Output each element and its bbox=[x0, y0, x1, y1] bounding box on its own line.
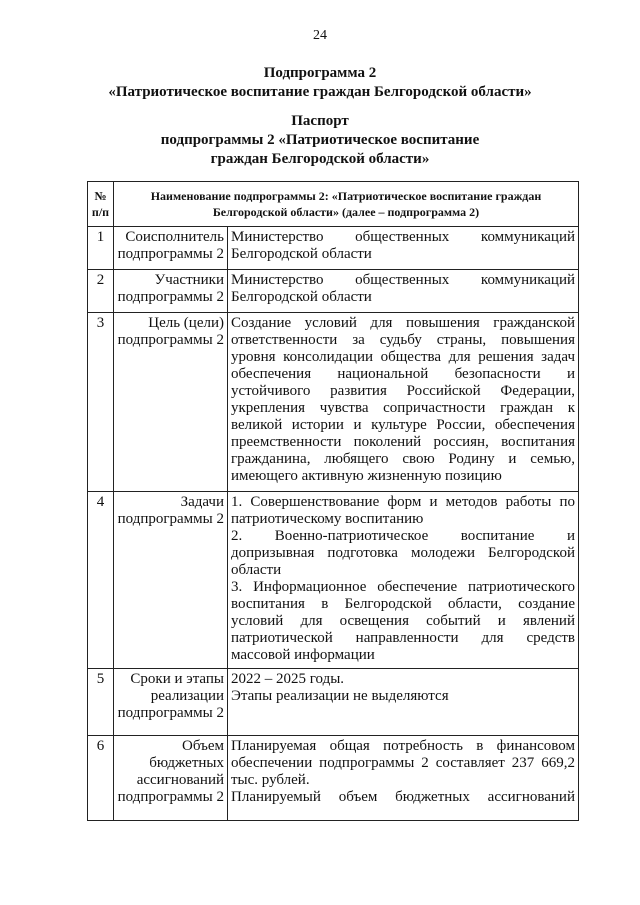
row-value bbox=[228, 227, 579, 270]
row-number: 5 bbox=[88, 669, 114, 736]
header-subprogram-name: Наименование подпрограммы 2: «Патриотическое воспитание граждан Белгородской области» (далее – подпрограмма 2) bbox=[114, 182, 579, 227]
table-row bbox=[88, 492, 579, 669]
table-row bbox=[88, 270, 579, 313]
row-value bbox=[228, 669, 579, 736]
passport-title-line3: граждан Белгородской области» bbox=[210, 151, 430, 167]
row-label: Сроки и этапы реализации подпрограммы 2 bbox=[114, 669, 228, 736]
row-label: Объем бюджетных ассигнований подпрограммы 2 bbox=[114, 736, 228, 821]
row-number: 1 bbox=[88, 227, 114, 270]
row-value-paragraph: 3. Информационное обеспечение патриотического воспитания в Белгородской области, создание условий для освещения событий и явлений патриотической направленности для средств массовой информации bbox=[231, 579, 575, 663]
row-value-paragraph: 2022 – 2025 годы. bbox=[231, 671, 345, 687]
table-row bbox=[88, 313, 579, 492]
row-value-paragraph: Министерство общественных коммуникаций Белгородской области bbox=[231, 229, 575, 262]
row-label: Цель (цели) подпрограммы 2 bbox=[114, 313, 228, 492]
row-label: Задачи подпрограммы 2 bbox=[114, 492, 228, 669]
row-number: 2 bbox=[88, 270, 114, 313]
row-number: 3 bbox=[88, 313, 114, 492]
row-value bbox=[228, 270, 579, 313]
table-row bbox=[88, 736, 579, 821]
row-value-paragraph: Этапы реализации не выделяются bbox=[231, 688, 449, 704]
table-header-row bbox=[88, 182, 579, 227]
table-row bbox=[88, 227, 579, 270]
row-value-paragraph: Планируемый объем бюджетных ассигнований bbox=[231, 789, 575, 805]
passport-table bbox=[87, 181, 579, 821]
header-num: № п/п bbox=[88, 182, 114, 227]
row-value bbox=[228, 492, 579, 669]
passport-title-line1: Паспорт bbox=[291, 113, 349, 129]
subprogram-heading bbox=[0, 64, 640, 102]
row-label: Участники подпрограммы 2 bbox=[114, 270, 228, 313]
row-number: 6 bbox=[88, 736, 114, 821]
row-value-paragraph: Министерство общественных коммуникаций Белгородской области bbox=[231, 272, 575, 305]
row-value bbox=[228, 736, 579, 821]
row-value-paragraph: Планируемая общая потребность в финансовом обеспечении подпрограммы 2 составляет 237 669,2 тыс. рублей. bbox=[231, 738, 575, 788]
passport-title bbox=[0, 112, 640, 169]
subprogram-heading-line1: Подпрограмма 2 bbox=[263, 65, 377, 81]
row-value-paragraph: Создание условий для повышения гражданской ответственности за судьбу страны, повышения уровня консолидации общества для решения задач обеспечения национальной безопасности и устойчивого развития Российской Федерации, укрепления чувства сопричастности граждан к великой истории и культуре России, обеспечения преемственности поколений россиян, воспитания гражданина, любящего свою Родину и семью, имеющего активную жизненную позицию bbox=[231, 315, 575, 484]
page-number: 24 bbox=[313, 28, 327, 43]
row-number: 4 bbox=[88, 492, 114, 669]
passport-title-line2: подпрограммы 2 «Патриотическое воспитание bbox=[160, 132, 480, 148]
row-value-paragraph: 2. Военно-патриотическое воспитание и допризывная подготовка молодежи Белгородской области bbox=[231, 528, 575, 578]
row-value bbox=[228, 313, 579, 492]
table-row bbox=[88, 669, 579, 736]
row-value-paragraph: 1. Совершенствование форм и методов работы по патриотическому воспитанию bbox=[231, 494, 575, 527]
row-label: Соисполнитель подпрограммы 2 bbox=[114, 227, 228, 270]
subprogram-heading-line2: «Патриотическое воспитание граждан Белгородской области» bbox=[108, 84, 532, 100]
